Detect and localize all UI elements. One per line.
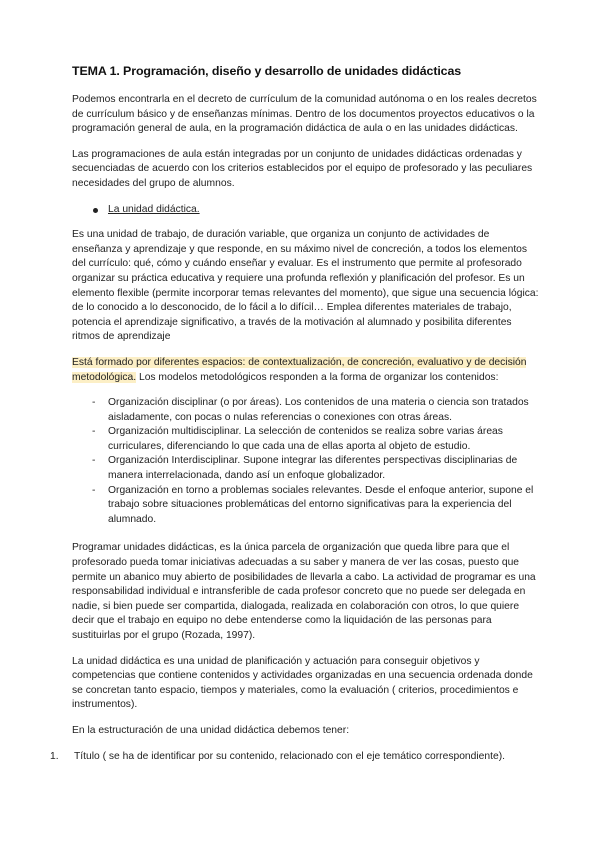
unidad-paragraph: La unidad didáctica es una unidad de planificación y actuación para conseguir objetivos y competencias que contiene contenidos y actividades organizadas en una secuencia ordenada donde se concretan tanto espacio, tiempos y materiales, como la evaluación ( criterios, procedimientos e instrumentos). xyxy=(72,655,533,711)
item-text: Título ( se ha de identificar por su contenido, relacionado con el eje temático correspondiente). xyxy=(74,750,506,762)
numbered-item xyxy=(50,750,518,765)
page-title: TEMA 1. Programación, diseño y desarrollo de unidades didácticas xyxy=(72,64,462,78)
bullet-heading: La unidad didáctica. xyxy=(108,203,200,215)
document-page xyxy=(50,64,540,764)
espacios-rest: Los modelos metodológicos responden a la forma de organizar los contenidos: xyxy=(136,371,499,383)
highlighted-text: Está formado por diferentes espacios: de contextualización, de concreción, evaluativo y de decisión metodológica. xyxy=(72,356,527,383)
bullet-item xyxy=(72,203,540,218)
list-item: - Organización disciplinar (o por áreas). Los contenidos de una materia o ciencia son tratados aisladamente, con pocas o nulas referencias o conexiones con otras áreas. xyxy=(72,396,540,425)
programaciones-paragraph: Las programaciones de aula están integradas por un conjunto de unidades didácticas ordenadas y secuenciadas de acuerdo con los criterios establecidos por el equipo de profesorado y las peculiares necesidades del grupo de alumnos. xyxy=(72,148,533,189)
espacios-paragraph xyxy=(72,356,540,385)
programar-paragraph: Programar unidades didácticas, es la única parcela de organización que queda libre para que el profesorado pueda tomar iniciativas adecuadas a su saber y manera de ver las cosas, puesto que permite un abanico muy abierto de posibilidades de llevarla a cabo. La actividad de programar es una responsabilidad individual e intransferible de cada profesor concreto que no puede ser delegada en nadie, si bien puede ser compartida, dialogada, realizada en colaboración con otros, lo que quiere decir que el trabajo en equipo no debe entenderse como la liquidación de las personas para sustituirlas por el grupo (Rozada, 1997). xyxy=(72,542,536,641)
dash-list xyxy=(72,396,540,527)
item-number: 1. xyxy=(50,750,59,762)
definition-paragraph: Es una unidad de trabajo, de duración variable, que organiza un conjunto de actividades de enseñanza y aprendizaje y que responde, en su máximo nivel de concreción, a todos los elementos del currículo: qué, cómo y cuándo enseñar y evaluar. Es el instrumento que permite al profesorado organizar su práctica educativa y requiere una profunda reflexión y planificación del profesor. Es un elemento flexible (permite incorporar temas relevantes del momento), que sigue una secuencia lógica: de lo conocido a lo desconocido, de lo fácil a lo difícil… Emplea diferentes materiales de trabajo, potencia el aprendizaje significativo, a través de la motivación al alumnado y posibilita diferentes ritmos de aprendizaje xyxy=(72,229,539,343)
list-item: - Organización multidisciplinar. La selección de contenidos se realiza sobre varias áreas curriculares, diferenciando lo que cada una de ellas aporta al objeto de estudio. xyxy=(72,425,540,454)
numbered-list xyxy=(50,750,518,765)
intro-paragraph: Podemos encontrarla en el decreto de currículum de la comunidad autónoma o en los reales decretos de currículum básico y de enseñanzas mínimas. Dentro de los documentos proyectos educativos o la programación general de aula, en la programación didáctica de aula o en las unidades didácticas. xyxy=(72,94,537,135)
list-item: - Organización Interdisciplinar. Supone integrar las diferentes perspectivas disciplinarias de manera interrelacionada, dando así un enfoque globalizador. xyxy=(72,454,540,483)
estructuracion-paragraph: En la estructuración de una unidad didáctica debemos tener: xyxy=(72,724,350,736)
bullet-list xyxy=(72,203,540,218)
list-item: - Organización en torno a problemas sociales relevantes. Desde el enfoque anterior, supone el trabajo sobre situaciones problemáticas del entorno significativas para la experiencia del alumnado. xyxy=(72,484,540,528)
